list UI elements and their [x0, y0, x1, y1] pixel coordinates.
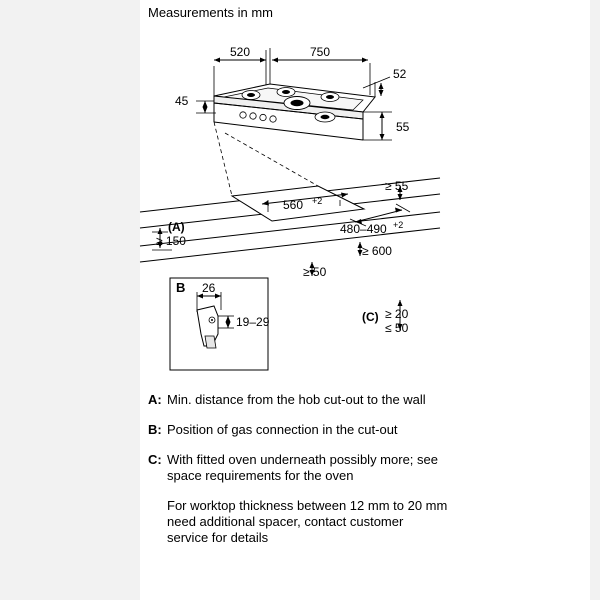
dim-26-label: 26 [202, 281, 216, 295]
legend-text-b: Position of gas connection in the cut-out [167, 422, 398, 437]
legend-note: For worktop thickness between 12 mm to 20 mm need additional spacer, contact customer service for details [167, 498, 448, 545]
label-a: (A) [168, 220, 185, 234]
label-b: B [176, 280, 186, 295]
legend-item-a [148, 392, 448, 408]
label-c: (C) [362, 310, 379, 324]
dim-52-label: 52 [393, 67, 407, 81]
legend-key-a: A: [148, 392, 162, 407]
clearance-c-min-label: ≥ 20 [385, 307, 409, 321]
legend [148, 392, 448, 546]
page-title: Measurements in mm [148, 5, 273, 20]
dim-750-label: 750 [310, 45, 331, 59]
clearance-600-label: ≥ 600 [362, 244, 392, 258]
legend-text-a: Min. distance from the hob cut-out to the wall [167, 392, 426, 407]
clearance-55-label: ≥ 55 [385, 179, 409, 193]
clearance-c-max-label: ≤ 50 [385, 321, 409, 335]
dim-520-label: 520 [230, 45, 251, 59]
dim-480-490-tolerance: +2 [393, 220, 404, 230]
legend-key-b: B: [148, 422, 162, 437]
clearance-50-label: ≥ 50 [303, 265, 327, 279]
legend-item-b [148, 422, 448, 438]
clearance-a-label: ≥ 150 [156, 234, 186, 248]
dim-45-label: 45 [175, 94, 189, 108]
dim-19-29-label: 19–29 [236, 315, 270, 329]
legend-key-c: C: [148, 452, 162, 467]
dim-560-label: 560 [283, 198, 304, 212]
dim-560-tolerance: +2 [312, 196, 323, 206]
dim-480-490-label: 480–490 [340, 222, 387, 236]
legend-item-c [148, 452, 448, 484]
dim-55-label: 55 [396, 120, 410, 134]
legend-text-c: With fitted oven underneath possibly more; see space requirements for the oven [167, 452, 438, 483]
